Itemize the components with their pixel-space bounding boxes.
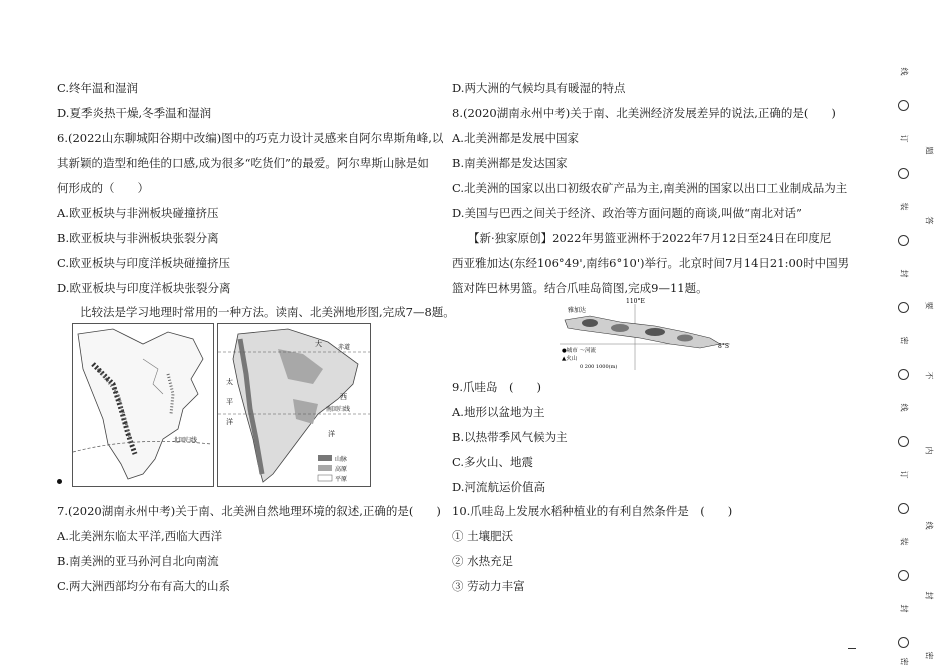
option-a-q7: A.北美洲东临太平洋,西临大西洋	[57, 529, 223, 543]
question-6-line3: 何形成的（ ）	[57, 181, 149, 195]
margin-char: 封	[924, 591, 934, 600]
question-7: 7.(2020湖南永州中考)关于南、北美洲自然地理环境的叙述,正确的是( )	[57, 504, 441, 518]
binding-hole	[898, 100, 909, 111]
margin-char: 题	[924, 146, 934, 155]
binding-hole	[898, 503, 909, 514]
binding-hole	[898, 570, 909, 581]
binding-hole	[898, 637, 909, 648]
sa-ocean-ping: 平	[226, 398, 233, 406]
java-scale: 0 200 1000(m)	[580, 364, 618, 370]
question-6-line2: 其新颖的造型和绝佳的口感,成为很多“吃货们”的最爱。阿尔卑斯山脉是如	[57, 156, 429, 170]
binding-hole	[898, 302, 909, 313]
option-b-q9: B.以热带季风气候为主	[452, 430, 568, 444]
margin-char: 密	[899, 657, 909, 666]
choice-3-q10: ③ 劳动力丰富	[452, 579, 525, 593]
margin-char: 订	[899, 134, 909, 143]
sa-ocean-da: 大	[315, 340, 322, 348]
north-america-map-graphic	[73, 324, 213, 486]
option-d-q8: D.美国与巴西之间关于经济、政治等方面问题的商谈,叫做“南北对话”	[452, 206, 802, 220]
option-c-q6: C.欧亚板块与印度洋板块碰撞挤压	[57, 256, 231, 270]
sa-ocean-tai: 太	[226, 378, 233, 386]
java-island-map	[560, 298, 740, 370]
intro-9-11-line1: 【新·独家原创】2022年男篮亚洲杯于2022年7月12日至24日在印度尼	[468, 231, 832, 245]
sa-ocean-yang2: 洋	[328, 430, 335, 438]
south-america-map	[217, 323, 371, 487]
java-island-map-graphic	[560, 298, 740, 370]
question-10: 10.爪哇岛上发展水稻种植业的有利自然条件是 ( )	[452, 504, 733, 518]
option-d-q5: D.夏季炎热干燥,冬季温和湿润	[57, 106, 212, 120]
option-a-q6: A.欧亚板块与非洲板块碰撞挤压	[57, 206, 219, 220]
intro-9-11-line2: 西亚雅加达(东经106°49',南纬6°10')举行。北京时间7月14日21:00时中国男	[452, 256, 850, 270]
option-c-q5: C.终年温和湿润	[57, 81, 139, 95]
java-legend-city-river: ●城市 ～河流	[562, 348, 597, 354]
bullet-dot	[57, 479, 62, 484]
binding-hole	[898, 369, 909, 380]
margin-char: 答	[924, 216, 934, 225]
margin-char: 线	[924, 521, 934, 530]
jakarta-label: 雅加达	[568, 307, 587, 314]
option-d-q9: D.河流航运价值高	[452, 480, 545, 494]
margin-char: 要	[924, 301, 934, 310]
sa-equator-label: 赤道	[338, 344, 351, 351]
java-latitude-label: 8°S	[718, 343, 729, 350]
question-6-line1: 6.(2022山东聊城阳谷期中改编)图中的巧克力设计灵感来自阿尔卑斯角峰,以	[57, 131, 444, 145]
margin-dash	[848, 648, 856, 649]
margin-char: 订	[899, 470, 909, 479]
intro-7-8: 比较法是学习地理时常用的一种方法。读南、北美洲地形图,完成7—8题。	[80, 305, 455, 319]
question-9: 9.爪哇岛 ( )	[452, 380, 541, 394]
binding-hole	[898, 235, 909, 246]
margin-char: 线	[899, 67, 909, 76]
margin-char: 封	[899, 604, 909, 613]
option-a-q8: A.北美洲都是发展中国家	[452, 131, 579, 145]
option-d-q6: D.欧亚板块与印度洋板块张裂分离	[57, 281, 231, 295]
option-d-q7: D.两大洲的气候均具有暖湿的特点	[452, 81, 626, 95]
choice-1-q10: ① 土壤肥沃	[452, 529, 514, 543]
choice-2-q10: ② 水热充足	[452, 554, 514, 568]
option-c-q8: C.北美洲的国家以出口初级农矿产品为主,南美洲的国家以出口工业制成品为主	[452, 181, 848, 195]
binding-hole	[898, 168, 909, 179]
option-c-q9: C.多火山、地震	[452, 455, 534, 469]
north-america-map	[72, 323, 214, 487]
sa-tropic-label: 南回归线	[326, 406, 351, 413]
legend-plateau: 高原	[335, 466, 348, 473]
south-america-map-graphic	[218, 324, 370, 486]
na-tropic-label: 北回归线	[173, 437, 198, 444]
binding-hole	[898, 436, 909, 447]
margin-char: 装	[899, 537, 909, 546]
intro-9-11-line3: 篮对阵巴林男篮。结合爪哇岛简图,完成9—11题。	[452, 281, 708, 295]
margin-char: 线	[899, 403, 909, 412]
java-longitude-label: 110°E	[626, 298, 645, 305]
legend-plain: 平原	[335, 476, 348, 483]
java-legend-volcano: ▲火山	[562, 356, 578, 362]
margin-char: 密	[899, 336, 909, 345]
binding-margin	[880, 0, 950, 672]
option-b-q8: B.南美洲都是发达国家	[452, 156, 568, 170]
margin-char: 内	[924, 446, 934, 455]
legend-mountain: 山脉	[335, 456, 348, 463]
sa-ocean-xi: 西	[340, 393, 347, 401]
margin-char: 密	[924, 651, 934, 660]
margin-char: 不	[924, 371, 934, 380]
option-b-q6: B.欧亚板块与非洲板块张裂分离	[57, 231, 219, 245]
option-c-q7: C.两大洲西部均分布有高大的山系	[57, 579, 231, 593]
option-a-q9: A.地形以盆地为主	[452, 405, 545, 419]
option-b-q7: B.南美洲的亚马孙河自北向南流	[57, 554, 219, 568]
sa-ocean-yang: 洋	[226, 418, 233, 426]
question-8: 8.(2020湖南永州中考)关于南、北美洲经济发展差异的说法,正确的是( )	[452, 106, 836, 120]
margin-char: 封	[899, 269, 909, 278]
margin-char: 装	[899, 202, 909, 211]
